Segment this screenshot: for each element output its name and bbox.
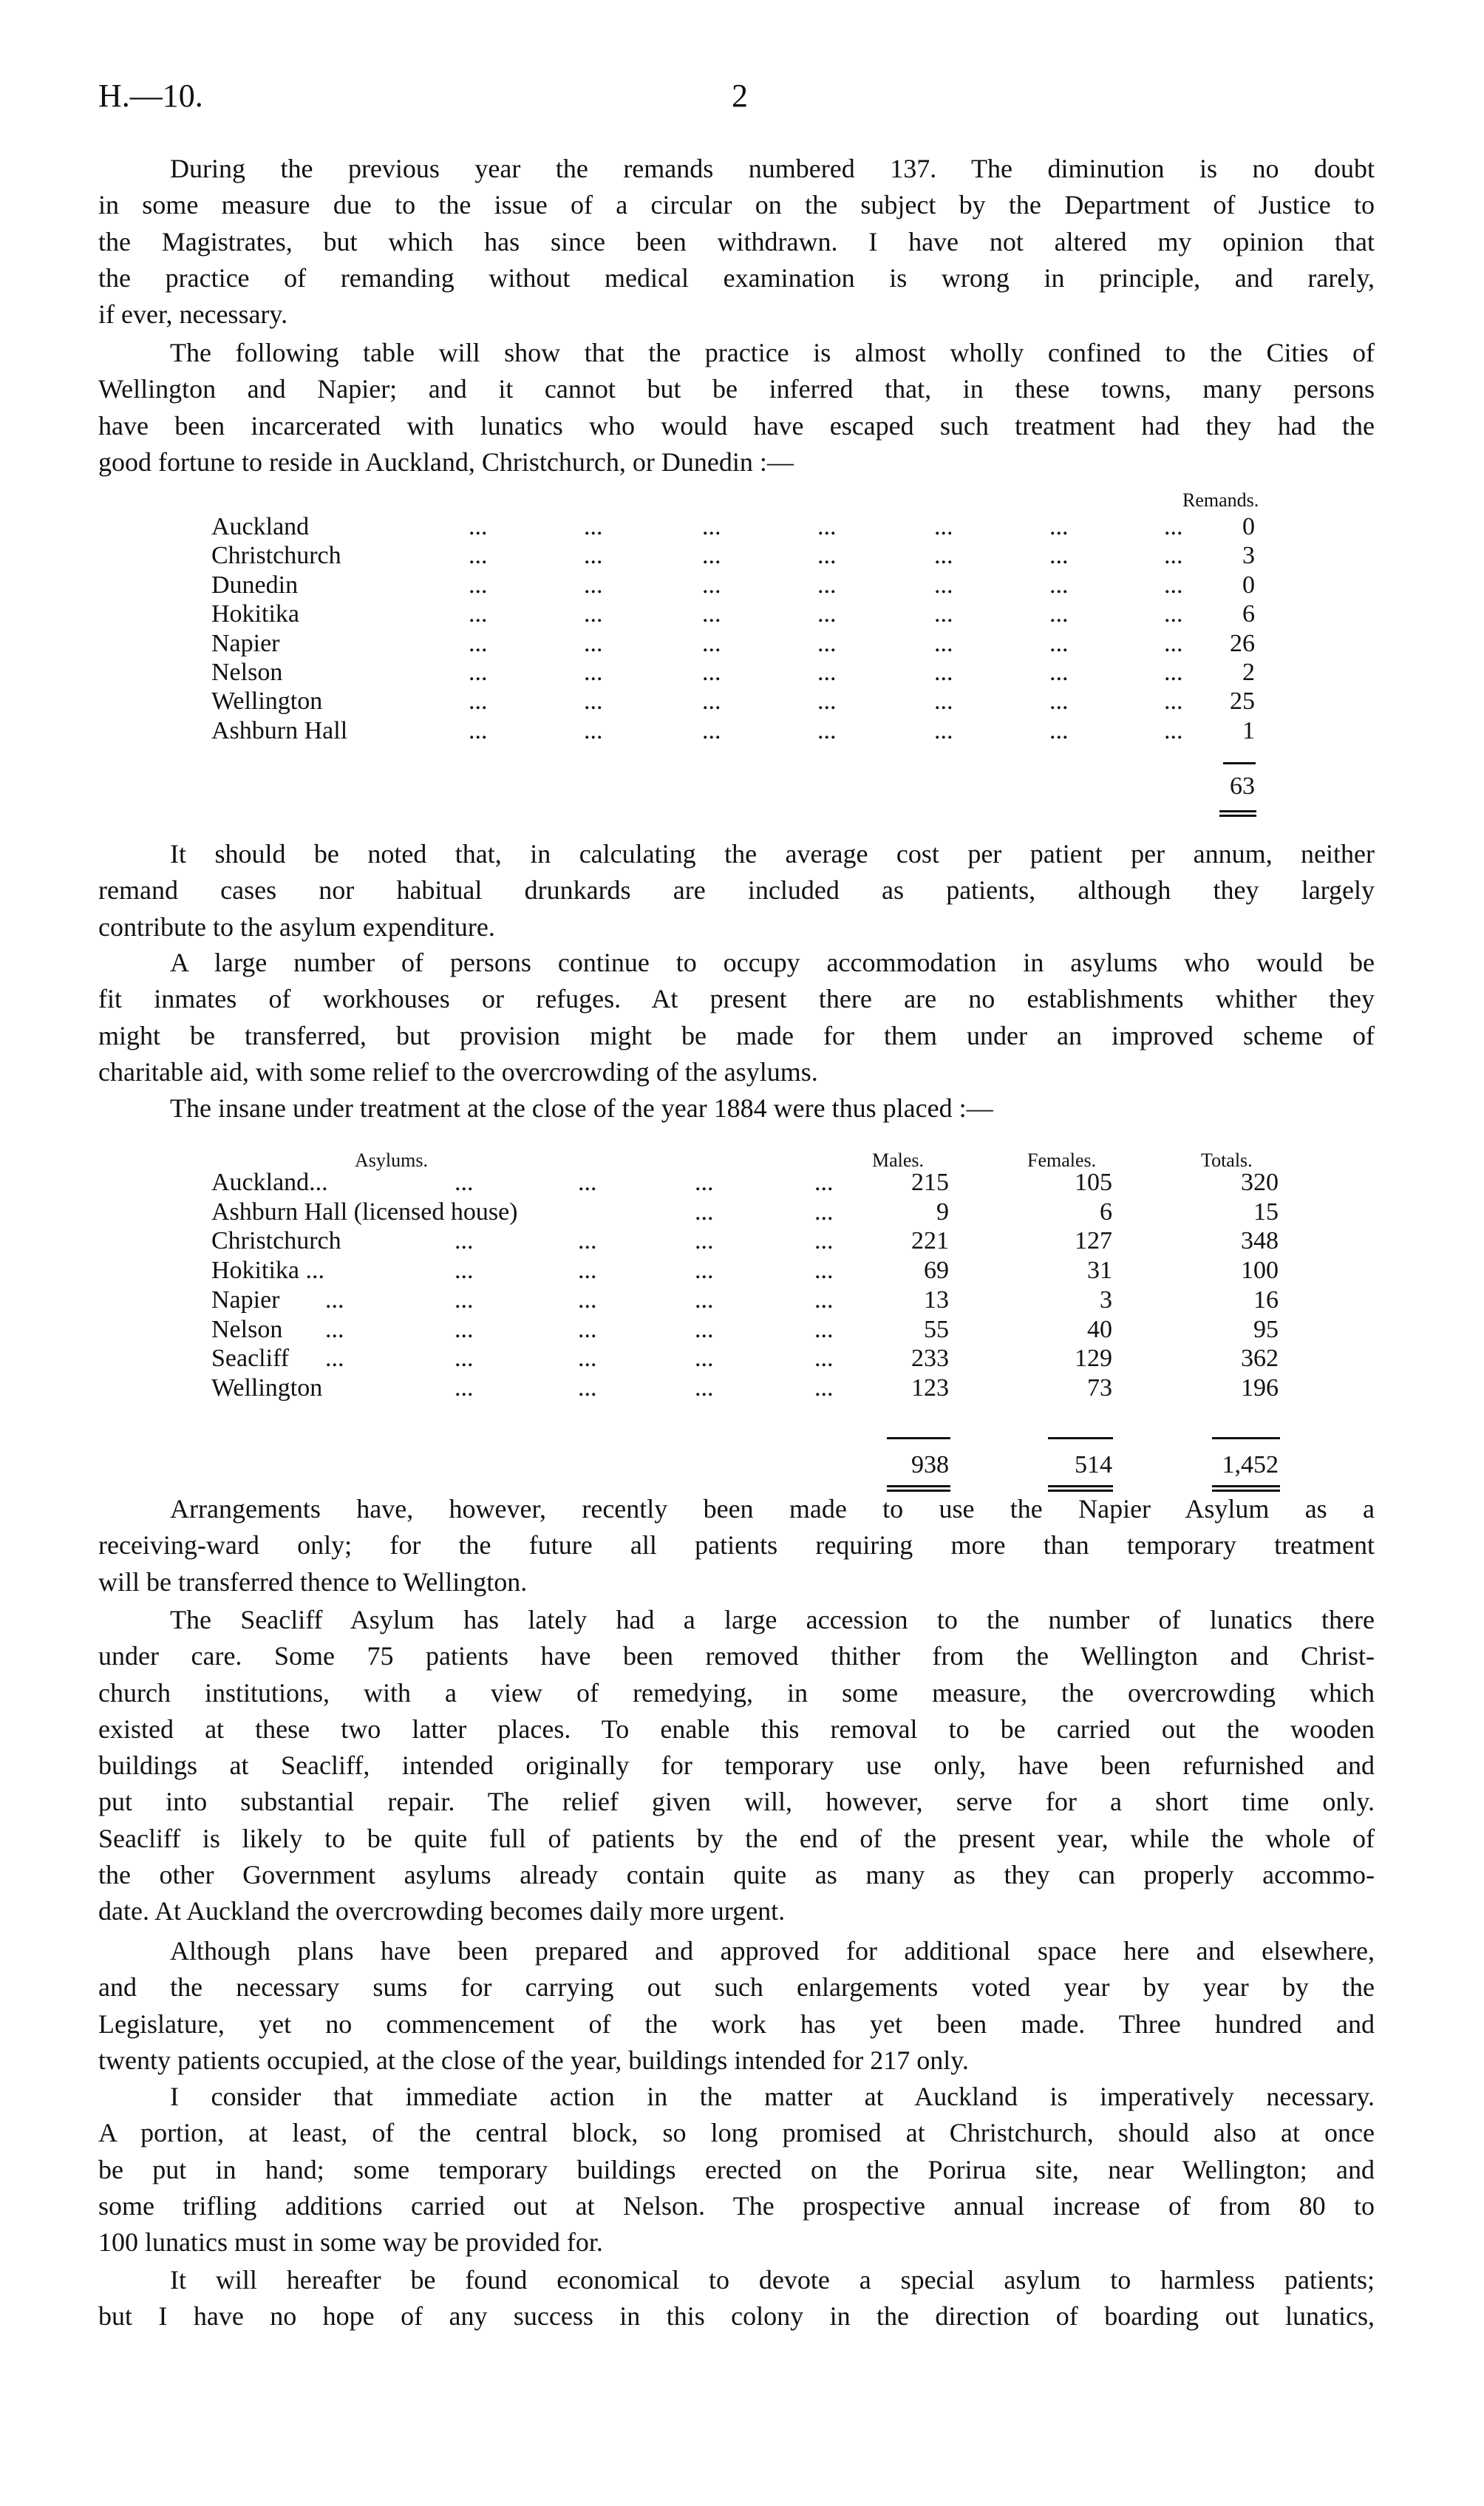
dot-leader: ... — [578, 1373, 597, 1402]
dot-leader: ... — [584, 600, 603, 628]
totals-value: 15 — [1253, 1198, 1279, 1226]
asylum-name: Ashburn Hall (licensed house) — [211, 1198, 518, 1226]
paragraph — [98, 1491, 1375, 1600]
text-line: Legislature, yet no commencement of the work has yet been made. Three hundred and — [98, 2008, 1375, 2039]
paragraph — [98, 945, 1375, 1090]
dot-leader: ... — [814, 1227, 834, 1255]
dot-leader: ... — [578, 1227, 597, 1255]
dot-leader: ... — [814, 1169, 834, 1196]
males-value: 233 — [911, 1345, 949, 1373]
text-line: I consider that immediate action in the matter at Auckland is imperatively necessary. — [170, 2082, 1375, 2111]
double-rule — [1048, 1490, 1113, 1492]
remands-column-header: Remands. — [1182, 489, 1259, 511]
dot-leader: ... — [1164, 513, 1183, 540]
text-line: The insane under treatment at the close of the year 1884 were thus placed :— — [170, 1093, 993, 1123]
dot-leader: ... — [1049, 659, 1069, 686]
females-value: 73 — [1087, 1373, 1112, 1402]
double-rule — [887, 1485, 950, 1487]
asylum-name: Nelson — [211, 1315, 283, 1343]
dot-leader: ... — [695, 1345, 714, 1373]
females-column-header: Females. — [1027, 1150, 1097, 1171]
text-line: Although plans have been prepared and approved for additional space here and elsewhere, — [170, 1936, 1375, 1966]
males-value: 123 — [911, 1373, 949, 1402]
males-value: 69 — [924, 1257, 949, 1285]
totals-value: 100 — [1241, 1257, 1279, 1285]
text-line: remand cases nor habitual drunkards are included as patients, although they largely — [98, 875, 1375, 906]
place-name: Nelson — [211, 659, 283, 686]
asylum-name: Auckland... — [211, 1169, 328, 1196]
dot-leader: ... — [469, 513, 488, 540]
total-rule — [1212, 1437, 1280, 1439]
dot-leader: ... — [934, 571, 953, 599]
total-rule — [1223, 762, 1256, 764]
dot-leader: ... — [934, 716, 953, 744]
paragraph — [98, 1602, 1375, 1930]
dot-leader: ... — [934, 513, 953, 540]
females-value: 105 — [1075, 1169, 1112, 1196]
dot-leader: ... — [584, 571, 603, 599]
dot-leader: ... — [702, 659, 721, 686]
text-line: but I have no hope of any success in this colony in the direction of boarding out lunatics, — [98, 2301, 1375, 2332]
dot-leader: ... — [1049, 716, 1069, 744]
text-line: The following table will show that the practice is almost wholly confined to the Cities of — [170, 338, 1375, 367]
text-line: receiving-ward only; for the future all patients requiring more than temporary treatment — [98, 1530, 1375, 1561]
dot-leader: ... — [469, 629, 488, 657]
paragraph — [98, 151, 1375, 333]
dot-leader: ... — [455, 1286, 474, 1314]
dot-leader: ... — [814, 1315, 834, 1343]
total-rule — [887, 1437, 950, 1439]
dot-leader: ... — [584, 542, 603, 570]
dot-leader: ... — [469, 600, 488, 628]
place-name: Hokitika — [211, 600, 299, 628]
text-line: be put in hand; some temporary buildings erected on the Porirua site, near Wellington; and — [98, 2154, 1375, 2184]
place-name: Ashburn Hall — [211, 716, 348, 744]
dot-leader: ... — [469, 542, 488, 570]
dot-leader: ... — [817, 571, 837, 599]
place-name: Napier — [211, 629, 280, 657]
remands-value: 1 — [1242, 716, 1255, 744]
females-value: 40 — [1087, 1315, 1112, 1343]
asylums-column-header: Asylums. — [355, 1150, 428, 1171]
remands-value: 6 — [1242, 600, 1255, 628]
dot-leader: ... — [584, 659, 603, 686]
dot-leader: ... — [1164, 542, 1183, 570]
text-line: buildings at Seacliff, intended originally for temporary use only, have been refurnished and — [98, 1751, 1375, 1781]
dot-leader: ... — [814, 1257, 834, 1285]
females-value: 129 — [1075, 1345, 1112, 1373]
text-line: good fortune to reside in Auckland, Christchurch, or Dunedin :— — [98, 446, 794, 477]
dot-leader: ... — [578, 1286, 597, 1314]
dot-leader: ... — [578, 1315, 597, 1343]
text-line: During the previous year the remands numbered 137. The diminution is no doubt — [170, 154, 1375, 183]
double-rule — [1212, 1490, 1280, 1492]
females-value: 6 — [1100, 1198, 1112, 1226]
remands-value: 2 — [1242, 659, 1255, 686]
asylum-name: Christchurch — [211, 1227, 341, 1255]
text-line: contribute to the asylum expenditure. — [98, 911, 495, 942]
text-line: A portion, at least, of the central block, so long promised at Christchurch, should also at once — [98, 2118, 1375, 2148]
dot-leader: ... — [817, 716, 837, 744]
place-name: Auckland — [211, 513, 310, 540]
dot-leader: ... — [1049, 542, 1069, 570]
place-name: Christchurch — [211, 542, 341, 570]
dot-leader: ... — [578, 1345, 597, 1373]
dot-leader: ... — [584, 687, 603, 716]
dot-leader: ... — [695, 1373, 714, 1402]
males-value: 13 — [924, 1286, 949, 1314]
double-rule — [1219, 810, 1256, 812]
dot-leader: ... — [817, 629, 837, 657]
paragraph — [98, 2079, 1375, 2261]
text-line: It should be noted that, in calculating the average cost per patient per annum, neither — [170, 839, 1375, 869]
totals-value: 196 — [1241, 1373, 1279, 1402]
dot-leader: ... — [814, 1198, 834, 1226]
males-column-header: Males. — [872, 1150, 925, 1171]
paragraph — [98, 1933, 1375, 2079]
double-rule — [887, 1490, 950, 1492]
dot-leader: ... — [584, 629, 603, 657]
dot-leader: ... — [702, 716, 721, 744]
text-line: some trifling additions carried out at Nelson. The prospective annual increase of from 80 to — [98, 2190, 1375, 2221]
place-name: Dunedin — [211, 571, 299, 599]
dot-leader: ... — [702, 629, 721, 657]
females-value: 127 — [1075, 1227, 1112, 1255]
dot-leader: ... — [934, 687, 953, 716]
dot-leader: ... — [469, 571, 488, 599]
dot-leader: ... — [1164, 600, 1183, 628]
dot-leader: ... — [695, 1198, 714, 1226]
text-line: and the necessary sums for carrying out such enlargements voted year by year by the — [98, 1972, 1375, 2003]
males-value: 221 — [911, 1227, 949, 1255]
asylum-name: Wellington — [211, 1373, 323, 1402]
dot-leader: ... — [1164, 659, 1183, 686]
asylum-name: Seacliff — [211, 1345, 290, 1373]
dot-leader: ... — [695, 1257, 714, 1285]
dot-leader: ... — [702, 571, 721, 599]
paragraph — [98, 1090, 1375, 1127]
text-line: the other Government asylums already contain quite as many as they can properly accommo- — [98, 1860, 1375, 1890]
text-line: Seacliff is likely to be quite full of patients by the end of the present year, while the whole of — [98, 1823, 1375, 1853]
place-name: Wellington — [211, 687, 323, 716]
females-total: 514 — [1075, 1451, 1112, 1478]
text-line: if ever, necessary. — [98, 299, 288, 330]
text-line: existed at these two latter places. To enable this removal to be carried out the wooden — [98, 1714, 1375, 1744]
dot-leader: ... — [578, 1257, 597, 1285]
dot-leader: ... — [1164, 716, 1183, 744]
totals-value: 95 — [1253, 1315, 1279, 1343]
text-line: under care. Some 75 patients have been removed thither from the Wellington and Christ- — [98, 1641, 1375, 1671]
dot-leader: ... — [695, 1286, 714, 1314]
dot-leader: ... — [695, 1315, 714, 1343]
dot-leader: ... — [455, 1169, 474, 1196]
totals-value: 348 — [1241, 1227, 1279, 1255]
dot-leader: ... — [934, 659, 953, 686]
dot-leader: ... — [1049, 571, 1069, 599]
dot-leader: ... — [325, 1315, 344, 1343]
dot-leader: ... — [578, 1169, 597, 1196]
text-line: fit inmates of workhouses or refuges. At present there are no establishments whither they — [98, 984, 1375, 1014]
females-value: 31 — [1087, 1257, 1112, 1285]
dot-leader: ... — [817, 600, 837, 628]
total-rule — [1048, 1437, 1113, 1439]
totals-value: 320 — [1241, 1169, 1279, 1196]
males-value: 215 — [911, 1169, 949, 1196]
text-line: put into substantial repair. The relief given will, however, serve for a short time only. — [98, 1787, 1375, 1817]
text-line: It will hereafter be found economical to devote a special asylum to harmless patients; — [170, 2265, 1375, 2295]
dot-leader: ... — [817, 542, 837, 570]
dot-leader: ... — [455, 1345, 474, 1373]
text-line: The Seacliff Asylum has lately had a large accession to the number of lunatics there — [170, 1605, 1375, 1634]
remands-value: 0 — [1242, 571, 1255, 599]
dot-leader: ... — [455, 1373, 474, 1402]
text-line: date. At Auckland the overcrowding becomes daily more urgent. — [98, 1896, 786, 1926]
text-line: 100 lunatics must in some way be provided for. — [98, 2227, 603, 2258]
remands-value: 3 — [1242, 542, 1255, 570]
dot-leader: ... — [455, 1257, 474, 1285]
page-number: 2 — [732, 78, 748, 114]
paragraph — [98, 335, 1375, 481]
males-value: 55 — [924, 1315, 949, 1343]
dot-leader: ... — [455, 1315, 474, 1343]
dot-leader: ... — [1164, 571, 1183, 599]
dot-leader: ... — [702, 542, 721, 570]
dot-leader: ... — [814, 1373, 834, 1402]
text-line: church institutions, with a view of remedying, in some measure, the overcrowding which — [98, 1677, 1375, 1708]
totals-value: 362 — [1241, 1345, 1279, 1373]
dot-leader: ... — [469, 687, 488, 716]
document-code: H.—10. — [98, 78, 203, 114]
asylum-name: Hokitika ... — [211, 1257, 324, 1285]
females-value: 3 — [1100, 1286, 1112, 1314]
text-line: A large number of persons continue to occupy accommodation in asylums who would be — [170, 948, 1375, 977]
dot-leader: ... — [817, 659, 837, 686]
text-line: Arrangements have, however, recently been made to use the Napier Asylum as a — [170, 1494, 1375, 1524]
text-line: have been incarcerated with lunatics who would have escaped such treatment had they had the — [98, 410, 1375, 441]
dot-leader: ... — [325, 1286, 344, 1314]
remands-total: 63 — [1230, 772, 1255, 800]
males-value: 9 — [936, 1198, 949, 1226]
dot-leader: ... — [817, 687, 837, 716]
dot-leader: ... — [814, 1345, 834, 1373]
remands-value: 26 — [1230, 629, 1255, 657]
dot-leader: ... — [1164, 629, 1183, 657]
dot-leader: ... — [469, 659, 488, 686]
text-line: charitable aid, with some relief to the overcrowding of the asylums. — [98, 1056, 818, 1087]
dot-leader: ... — [814, 1286, 834, 1314]
text-line: Wellington and Napier; and it cannot but be inferred that, in these towns, many persons — [98, 374, 1375, 404]
dot-leader: ... — [584, 513, 603, 540]
dot-leader: ... — [817, 513, 837, 540]
totals-value: 16 — [1253, 1286, 1279, 1314]
dot-leader: ... — [1049, 513, 1069, 540]
double-rule — [1219, 815, 1256, 817]
remands-value: 25 — [1230, 687, 1255, 716]
paragraph — [98, 2262, 1375, 2335]
text-line: twenty patients occupied, at the close of the year, buildings intended for 217 only. — [98, 2045, 969, 2075]
dot-leader: ... — [1049, 600, 1069, 628]
remands-value: 0 — [1242, 513, 1255, 540]
dot-leader: ... — [934, 542, 953, 570]
dot-leader: ... — [469, 716, 488, 744]
dot-leader: ... — [455, 1227, 474, 1255]
dot-leader: ... — [325, 1345, 344, 1373]
paragraph — [98, 836, 1375, 945]
dot-leader: ... — [1049, 687, 1069, 716]
text-line: the Magistrates, but which has since been withdrawn. I have not altered my opinion that — [98, 226, 1375, 257]
dot-leader: ... — [584, 716, 603, 744]
totals-column-header: Totals. — [1201, 1150, 1253, 1171]
asylum-name: Napier — [211, 1286, 280, 1314]
dot-leader: ... — [934, 600, 953, 628]
text-line: will be transferred thence to Wellington. — [98, 1566, 528, 1597]
dot-leader: ... — [695, 1169, 714, 1196]
double-rule — [1212, 1485, 1280, 1487]
males-total: 938 — [911, 1451, 949, 1478]
grand-total: 1,452 — [1222, 1451, 1279, 1478]
dot-leader: ... — [702, 513, 721, 540]
dot-leader: ... — [702, 687, 721, 716]
text-line: might be transferred, but provision might be made for them under an improved scheme of — [98, 1020, 1375, 1050]
double-rule — [1048, 1485, 1113, 1487]
text-line: the practice of remanding without medical examination is wrong in principle, and rarely, — [98, 262, 1375, 293]
dot-leader: ... — [934, 629, 953, 657]
dot-leader: ... — [1164, 687, 1183, 716]
dot-leader: ... — [695, 1227, 714, 1255]
dot-leader: ... — [1049, 629, 1069, 657]
text-line: in some measure due to the issue of a circular on the subject by the Department of Justice to — [98, 190, 1375, 220]
dot-leader: ... — [702, 600, 721, 628]
